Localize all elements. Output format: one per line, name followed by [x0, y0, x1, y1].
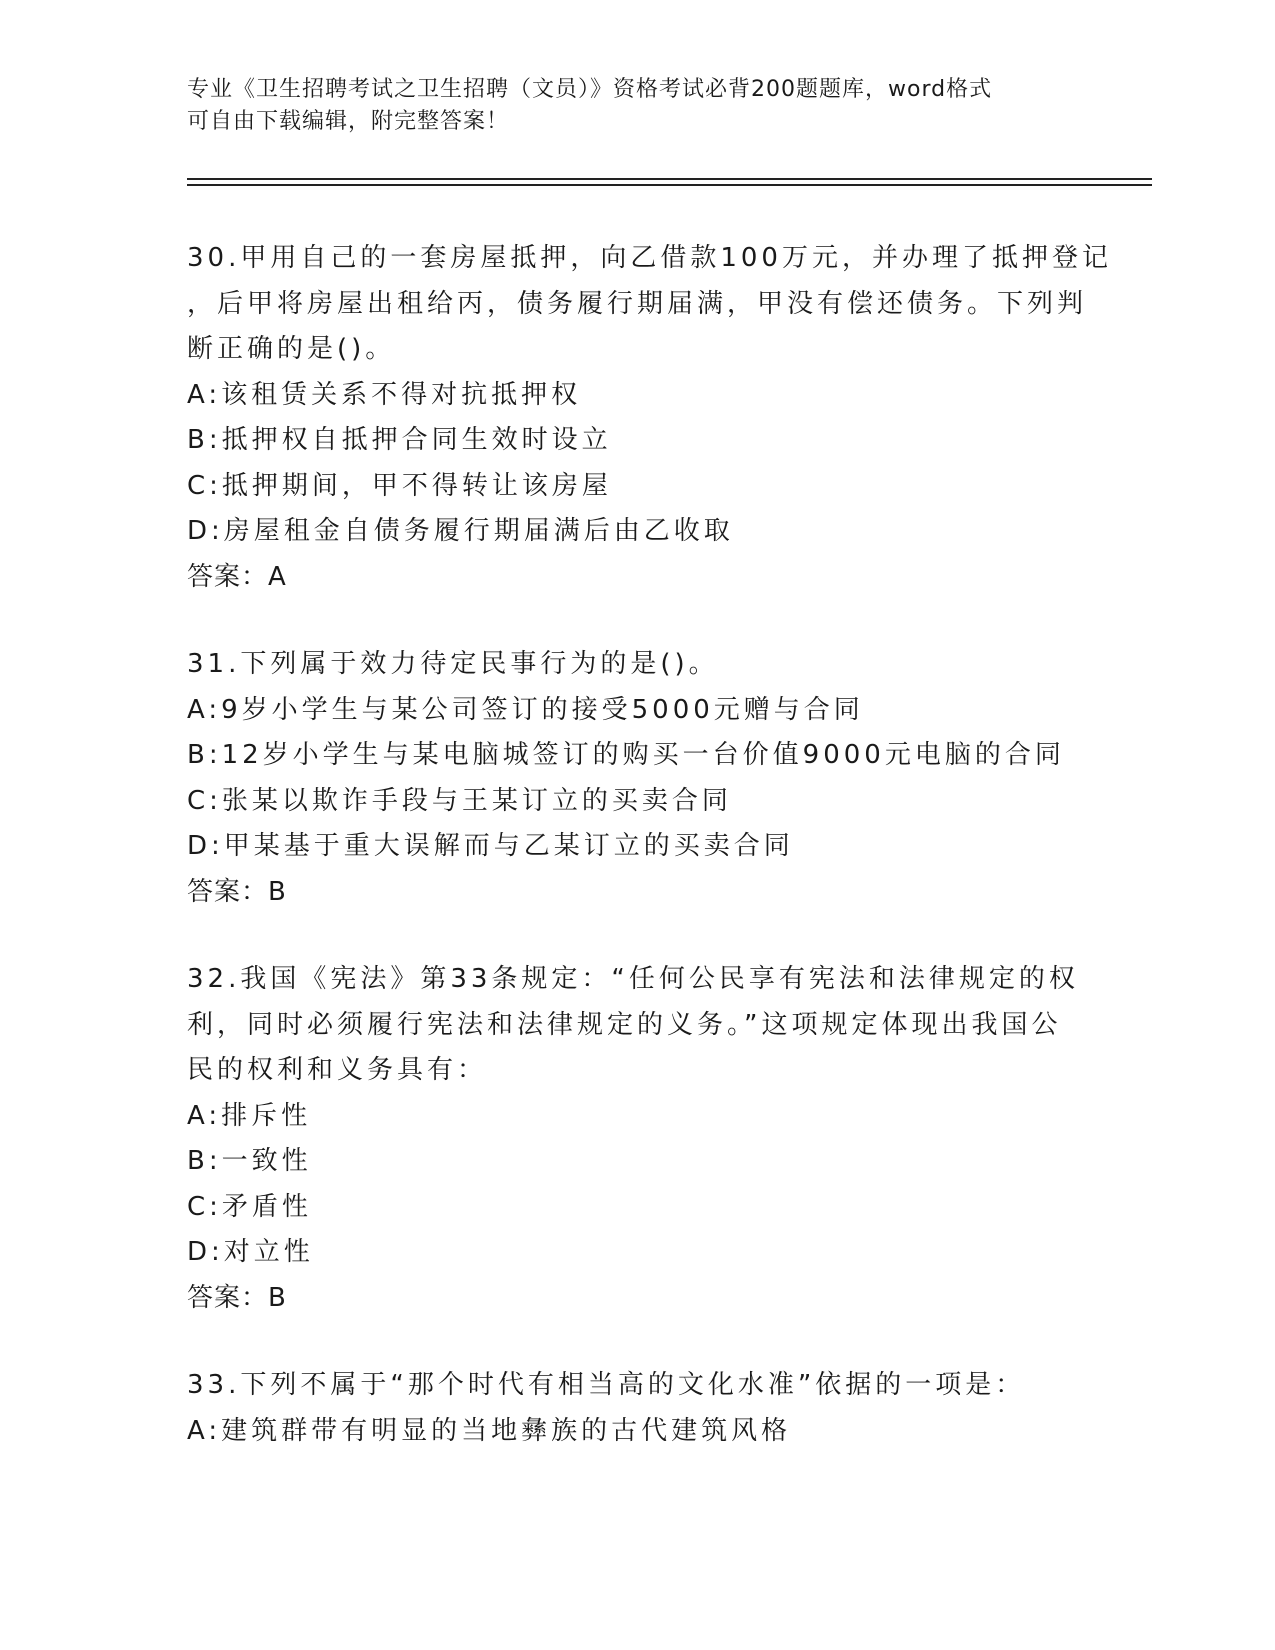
question-31	[187, 642, 1087, 915]
answer: 答案：A	[187, 561, 287, 592]
question-stem-line: 32.我国《宪法》第33条规定：“任何公民享有宪法和法律规定的权	[187, 964, 1079, 994]
header-divider-top	[187, 178, 1152, 180]
option-b: B:12岁小学生与某电脑城签订的购买一台价值9000元电脑的合同	[187, 740, 1065, 770]
option-c: C:矛盾性	[187, 1191, 312, 1222]
option-a: A:该租赁关系不得对抗抵押权	[187, 379, 582, 410]
question-stem-line: 33.下列不属于“那个时代有相当高的文化水准”依据的一项是：	[187, 1370, 1026, 1400]
option-c: C:抵押期间，甲不得转让该房屋	[187, 470, 612, 501]
option-b: B:一致性	[187, 1146, 312, 1176]
option-a: A:建筑群带有明显的当地彝族的古代建筑风格	[187, 1415, 792, 1446]
answer: 答案：B	[187, 1282, 287, 1313]
option-d: D:甲某基于重大误解而与乙某订立的买卖合同	[187, 831, 794, 861]
option-d: D:房屋租金自债务履行期届满后由乙收取	[187, 516, 734, 546]
question-stem-line: 31.下列属于效力待定民事行为的是()。	[187, 649, 719, 679]
document-header	[187, 74, 1067, 138]
option-d: D:对立性	[187, 1237, 314, 1267]
question-stem-line: 30.甲用自己的一套房屋抵押，向乙借款100万元，并办理了抵押登记	[187, 243, 1112, 273]
option-c: C:张某以欺诈手段与王某订立的买卖合同	[187, 785, 732, 816]
question-stem-line: 利，同时必须履行宪法和法律规定的义务。”这项规定体现出我国公	[187, 1009, 1062, 1040]
option-b: B:抵押权自抵押合同生效时设立	[187, 425, 612, 455]
question-32	[187, 957, 1087, 1321]
question-stem-line: 断正确的是()。	[187, 334, 396, 364]
question-stem-line: 民的权利和义务具有：	[187, 1055, 488, 1085]
answer: 答案：B	[187, 876, 287, 907]
question-33	[187, 1363, 1087, 1454]
question-stem-line: ，后甲将房屋出租给丙，债务履行期届满，甲没有偿还债务。下列判	[187, 288, 1088, 319]
option-a: A:9岁小学生与某公司签订的接受5000元赠与合同	[187, 694, 864, 725]
option-a: A:排斥性	[187, 1100, 312, 1131]
header-divider-bottom	[187, 184, 1152, 186]
question-list	[187, 236, 1112, 1496]
header-title-line-2: 可自由下载编辑，附完整答案！	[187, 109, 510, 134]
header-title-line-1: 专业《卫生招聘考试之卫生招聘（文员）》资格考试必背200题题库，word格式	[187, 77, 993, 102]
question-30	[187, 236, 1112, 600]
